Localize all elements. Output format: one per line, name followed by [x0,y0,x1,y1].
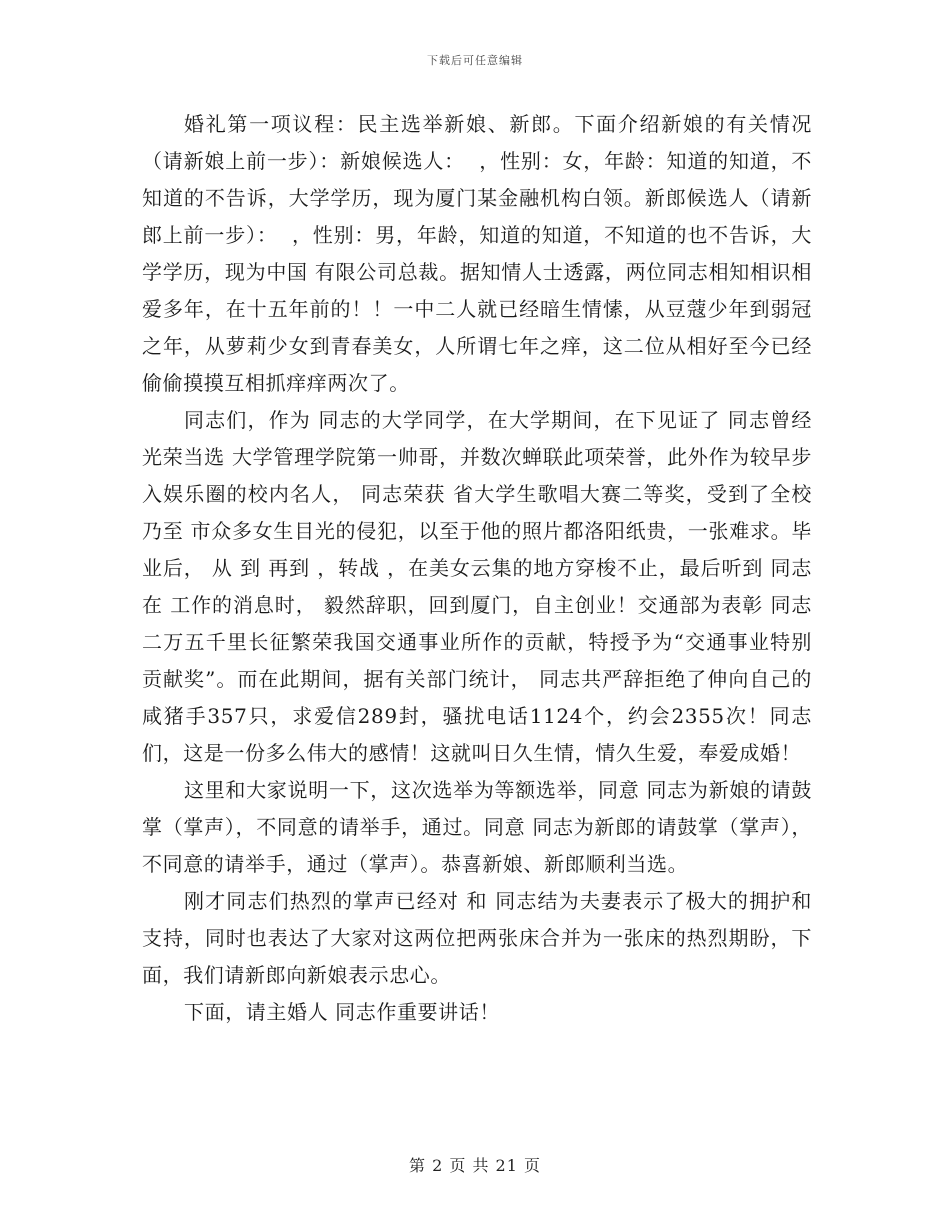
page-header-note: 下载后可任意编辑 [427,54,523,67]
paragraph-election-intro: 婚礼第一项议程：民主选举新娘、新郎。下面介绍新娘的有关情况（请新娘上前一步）：新娘候选人： ，性别：女，年龄：知道的知道，不知道的不告诉，大学学历，现为厦门某金融机构白领。新郎候选人（请新郎上前一步）： ，性别：男，年龄，知道的知道，不知道的也不告诉，大学学历，现为中国 有限公司总裁。据知情人士透露，两位同志相知相识相爱多年，在十五年前的！！一中二人就已经暗生情愫，从豆蔻少年到弱冠之年，从萝莉少女到青春美女，人所谓七年之痒，这二位从相好至今已经偷偷摸摸互相抓痒痒两次了。 [142,112,812,395]
paragraph-vote: 这里和大家说明一下，这次选举为等额选举，同意 同志为新娘的请鼓掌（掌声），不同意的请举手，通过。同意 同志为新郎的请鼓掌（掌声），不同意的请举手，通过（掌声）。恭喜新娘、新郎顺利当选。 [142,778,812,876]
paragraph-applause: 刚才同志们热烈的掌声已经对 和 同志结为夫妻表示了极大的拥护和支持，同时也表达了大家对这两位把两张床合并为一张床的热烈期盼，下面，我们请新郎向新娘表示忠心。 [142,889,812,987]
paragraph-groom-bio: 同志们，作为 同志的大学同学，在大学期间，在下见证了 同志曾经光荣当选 大学管理学院第一帅哥，并数次蝉联此项荣誉，此外作为较早步入娱乐圈的校内名人， 同志荣获 省大学生歌唱大赛二等奖，受到了全校乃至 市众多女生目光的侵犯，以至于他的照片都洛阳纸贵，一张难求。毕业后， 从 到 再到 ，转战 ，在美女云集的地方穿梭不止，最后听到 同志在 工作的消息时， 毅然辞职，回到厦门，自主创业！交通部为表彰 同志二万五千里长征繁荣我国交通事业所作的贡献，特授予为“交通事业特别贡献奖”。而在此期间，据有关部门统计， 同志共严辞拒绝了伸向自己的咸猪手357只，求爱信289封，骚扰电话1124个，约会2355次！同志们，这是一份多么伟大的感情！这就叫日久生情，情久生爱，奉爱成婚！ [142,408,812,765]
page-number: 第 2 页 共 21 页 [409,1156,541,1175]
paragraph-officiant-speech: 下面，请主婚人 同志作重要讲话！ [184,1000,500,1024]
document-body [142,106,812,1031]
